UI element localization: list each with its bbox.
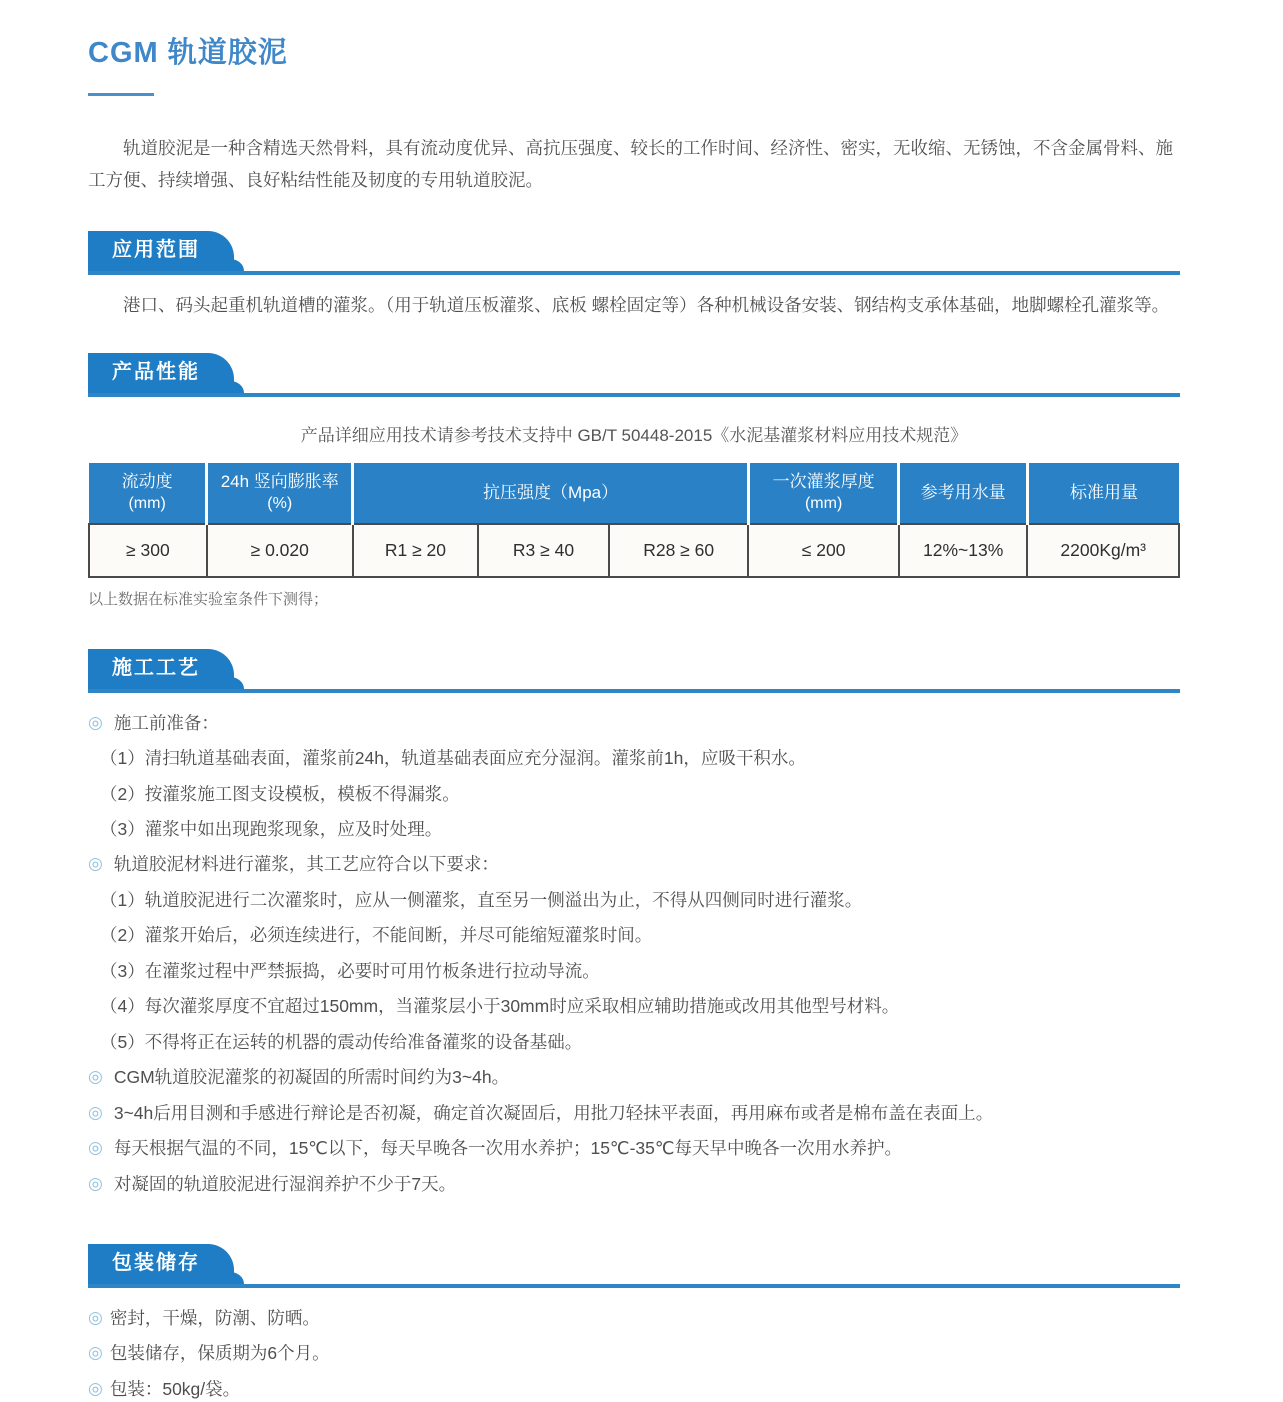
title-underline (88, 93, 154, 96)
list-item-text: 包装：50kg/袋。 (109, 1378, 241, 1399)
list-item-text: 每天根据气温的不同，15℃以下，每天早晚各一次用水养护；15℃-35℃每天早中晚各一次用水养护。 (113, 1138, 903, 1159)
list-item (88, 1341, 1180, 1367)
list-item-text: （5）不得将正在运转的机器的震动传给准备灌浆的设备基础。 (100, 1031, 583, 1052)
list-item-text: 轨道胶泥材料进行灌浆，其工艺应符合以下要求： (113, 854, 499, 875)
col-header-text: 标准用量 (1069, 482, 1138, 502)
ring-bullet-icon: ◎ (88, 1066, 103, 1086)
ring-bullet-icon: ◎ (88, 1173, 103, 1193)
cell-r3: R3 ≥ 40 (478, 524, 609, 577)
section-badge-performance: 产品性能 (88, 353, 234, 393)
ring-bullet-icon: ◎ (88, 1378, 103, 1398)
list-item (88, 1065, 1180, 1091)
performance-note: 产品详细应用技术请参考技术支持中 GB/T 50448-2015《水泥基灌浆材料应用技术规范》 (300, 425, 968, 445)
page-title: CGM 轨道胶泥 (88, 37, 288, 69)
list-item-text: 施工前准备： (113, 712, 219, 733)
col-header-unit: (mm) (128, 495, 166, 513)
application-body: 港口、码头起重机轨道槽的灌浆。（用于轨道压板灌浆、底板 螺栓固定等）各种机械设备安装、钢结构支承体基础，地脚螺栓孔灌浆等。 (123, 294, 1170, 315)
list-item-text: CGM轨道胶泥灌浆的初凝固的所需时间约为3~4h。 (113, 1066, 510, 1087)
col-header-water-ratio (899, 463, 1028, 524)
col-header-unit: (mm) (804, 495, 843, 513)
col-header-text: 24h 竖向膨胀率 (220, 471, 339, 491)
performance-table (88, 463, 1180, 578)
ring-bullet-icon: ◎ (88, 1307, 103, 1327)
list-item (88, 1172, 1180, 1198)
list-item (88, 746, 1180, 771)
list-item (88, 1136, 1180, 1162)
section-badge-application: 应用范围 (88, 231, 234, 271)
ring-bullet-icon: ◎ (88, 712, 103, 732)
table-header-row (89, 463, 1179, 524)
list-item-text: （2）按灌浆施工图支设模板，模板不得漏浆。 (100, 783, 460, 804)
intro-paragraph: 轨道胶泥是一种含精选天然骨料，具有流动度优异、高抗压强度、较长的工作时间、经济性、密实，无收缩、无锈蚀，不含金属骨料、施工方便、持续增强、良好粘结性能及韧度的专用轨道胶泥。 (88, 138, 1173, 191)
table-data-row (89, 524, 1179, 577)
list-item-text: 对凝固的轨道胶泥进行湿润养护不少于7天。 (113, 1173, 457, 1194)
section-badge-packaging: 包装储存 (88, 1244, 234, 1284)
cell-fluidity: ≥ 300 (89, 524, 207, 577)
list-item-text: （2）灌浆开始后，必须连续进行，不能间断，并尽可能缩短灌浆时间。 (100, 925, 653, 946)
list-item-text: 密封，干燥，防潮、防晒。 (109, 1307, 320, 1328)
ring-bullet-icon: ◎ (88, 1343, 103, 1363)
list-item-text: （3）在灌浆过程中严禁振捣，必要时可用竹板条进行拉动导流。 (100, 960, 600, 981)
list-item-text: （3）灌浆中如出现跑浆现象，应及时处理。 (100, 819, 443, 840)
cell-grout-thickness: ≤ 200 (748, 524, 898, 577)
ring-bullet-icon: ◎ (88, 1102, 103, 1122)
cell-water-ratio: 12%~13% (899, 524, 1028, 577)
table-footnote: 以上数据在标准实验室条件下测得； (88, 590, 329, 608)
col-header-unit: (%) (267, 495, 293, 513)
ring-bullet-icon: ◎ (88, 854, 103, 874)
list-item-text: 3~4h后用目测和手感进行辩论是否初凝，确定首次凝固后，用批刀轻抹平表面，再用麻布或者是棉布盖在表面上。 (113, 1102, 994, 1123)
col-header-text: 一次灌浆厚度 (772, 471, 875, 491)
list-item-text: （1）清扫轨道基础表面，灌浆前24h，轨道基础表面应充分湿润。灌浆前1h，应吸干积水。 (100, 748, 806, 769)
list-item-text: 包装储存，保质期为6个月。 (109, 1343, 330, 1364)
list-item (88, 852, 1180, 878)
list-item (88, 817, 1180, 842)
list-item (88, 782, 1180, 807)
col-header-text: 抗压强度（Mpa） (483, 482, 619, 502)
list-item (88, 1306, 1180, 1332)
list-item (88, 994, 1180, 1019)
col-header-grout-thickness (748, 463, 898, 524)
section-head-performance (88, 353, 1180, 397)
cell-expansion: ≥ 0.020 (207, 524, 353, 577)
list-item (88, 1101, 1180, 1127)
col-header-expansion (207, 463, 353, 524)
list-item (88, 888, 1180, 913)
packaging-list (88, 1306, 1180, 1402)
list-item (88, 711, 1180, 737)
process-list (88, 711, 1180, 1198)
cell-r28: R28 ≥ 60 (609, 524, 749, 577)
list-item (88, 1377, 1180, 1402)
cell-standard-dosage: 2200Kg/m³ (1027, 524, 1179, 577)
list-item-text: （1）轨道胶泥进行二次灌浆时，应从一侧灌浆，直至另一侧溢出为止，不得从四侧同时进行灌浆。 (100, 890, 863, 911)
section-head-application (88, 231, 1180, 275)
ring-bullet-icon: ◎ (88, 1138, 103, 1158)
cell-r1: R1 ≥ 20 (353, 524, 478, 577)
col-header-fluidity (89, 463, 207, 524)
list-item (88, 923, 1180, 948)
list-item (88, 1030, 1180, 1055)
col-header-standard-dosage (1027, 463, 1179, 524)
list-item (88, 959, 1180, 984)
col-header-text: 参考用水量 (920, 482, 1006, 502)
col-header-text: 流动度 (121, 471, 173, 491)
section-head-packaging (88, 1244, 1180, 1288)
list-item-text: （4）每次灌浆厚度不宜超过150mm，当灌浆层小于30mm时应采取相应辅助措施或改用其他型号材料。 (100, 996, 900, 1017)
col-header-compressive-strength (353, 463, 749, 524)
section-head-process (88, 649, 1180, 693)
section-badge-process: 施工工艺 (88, 649, 234, 689)
